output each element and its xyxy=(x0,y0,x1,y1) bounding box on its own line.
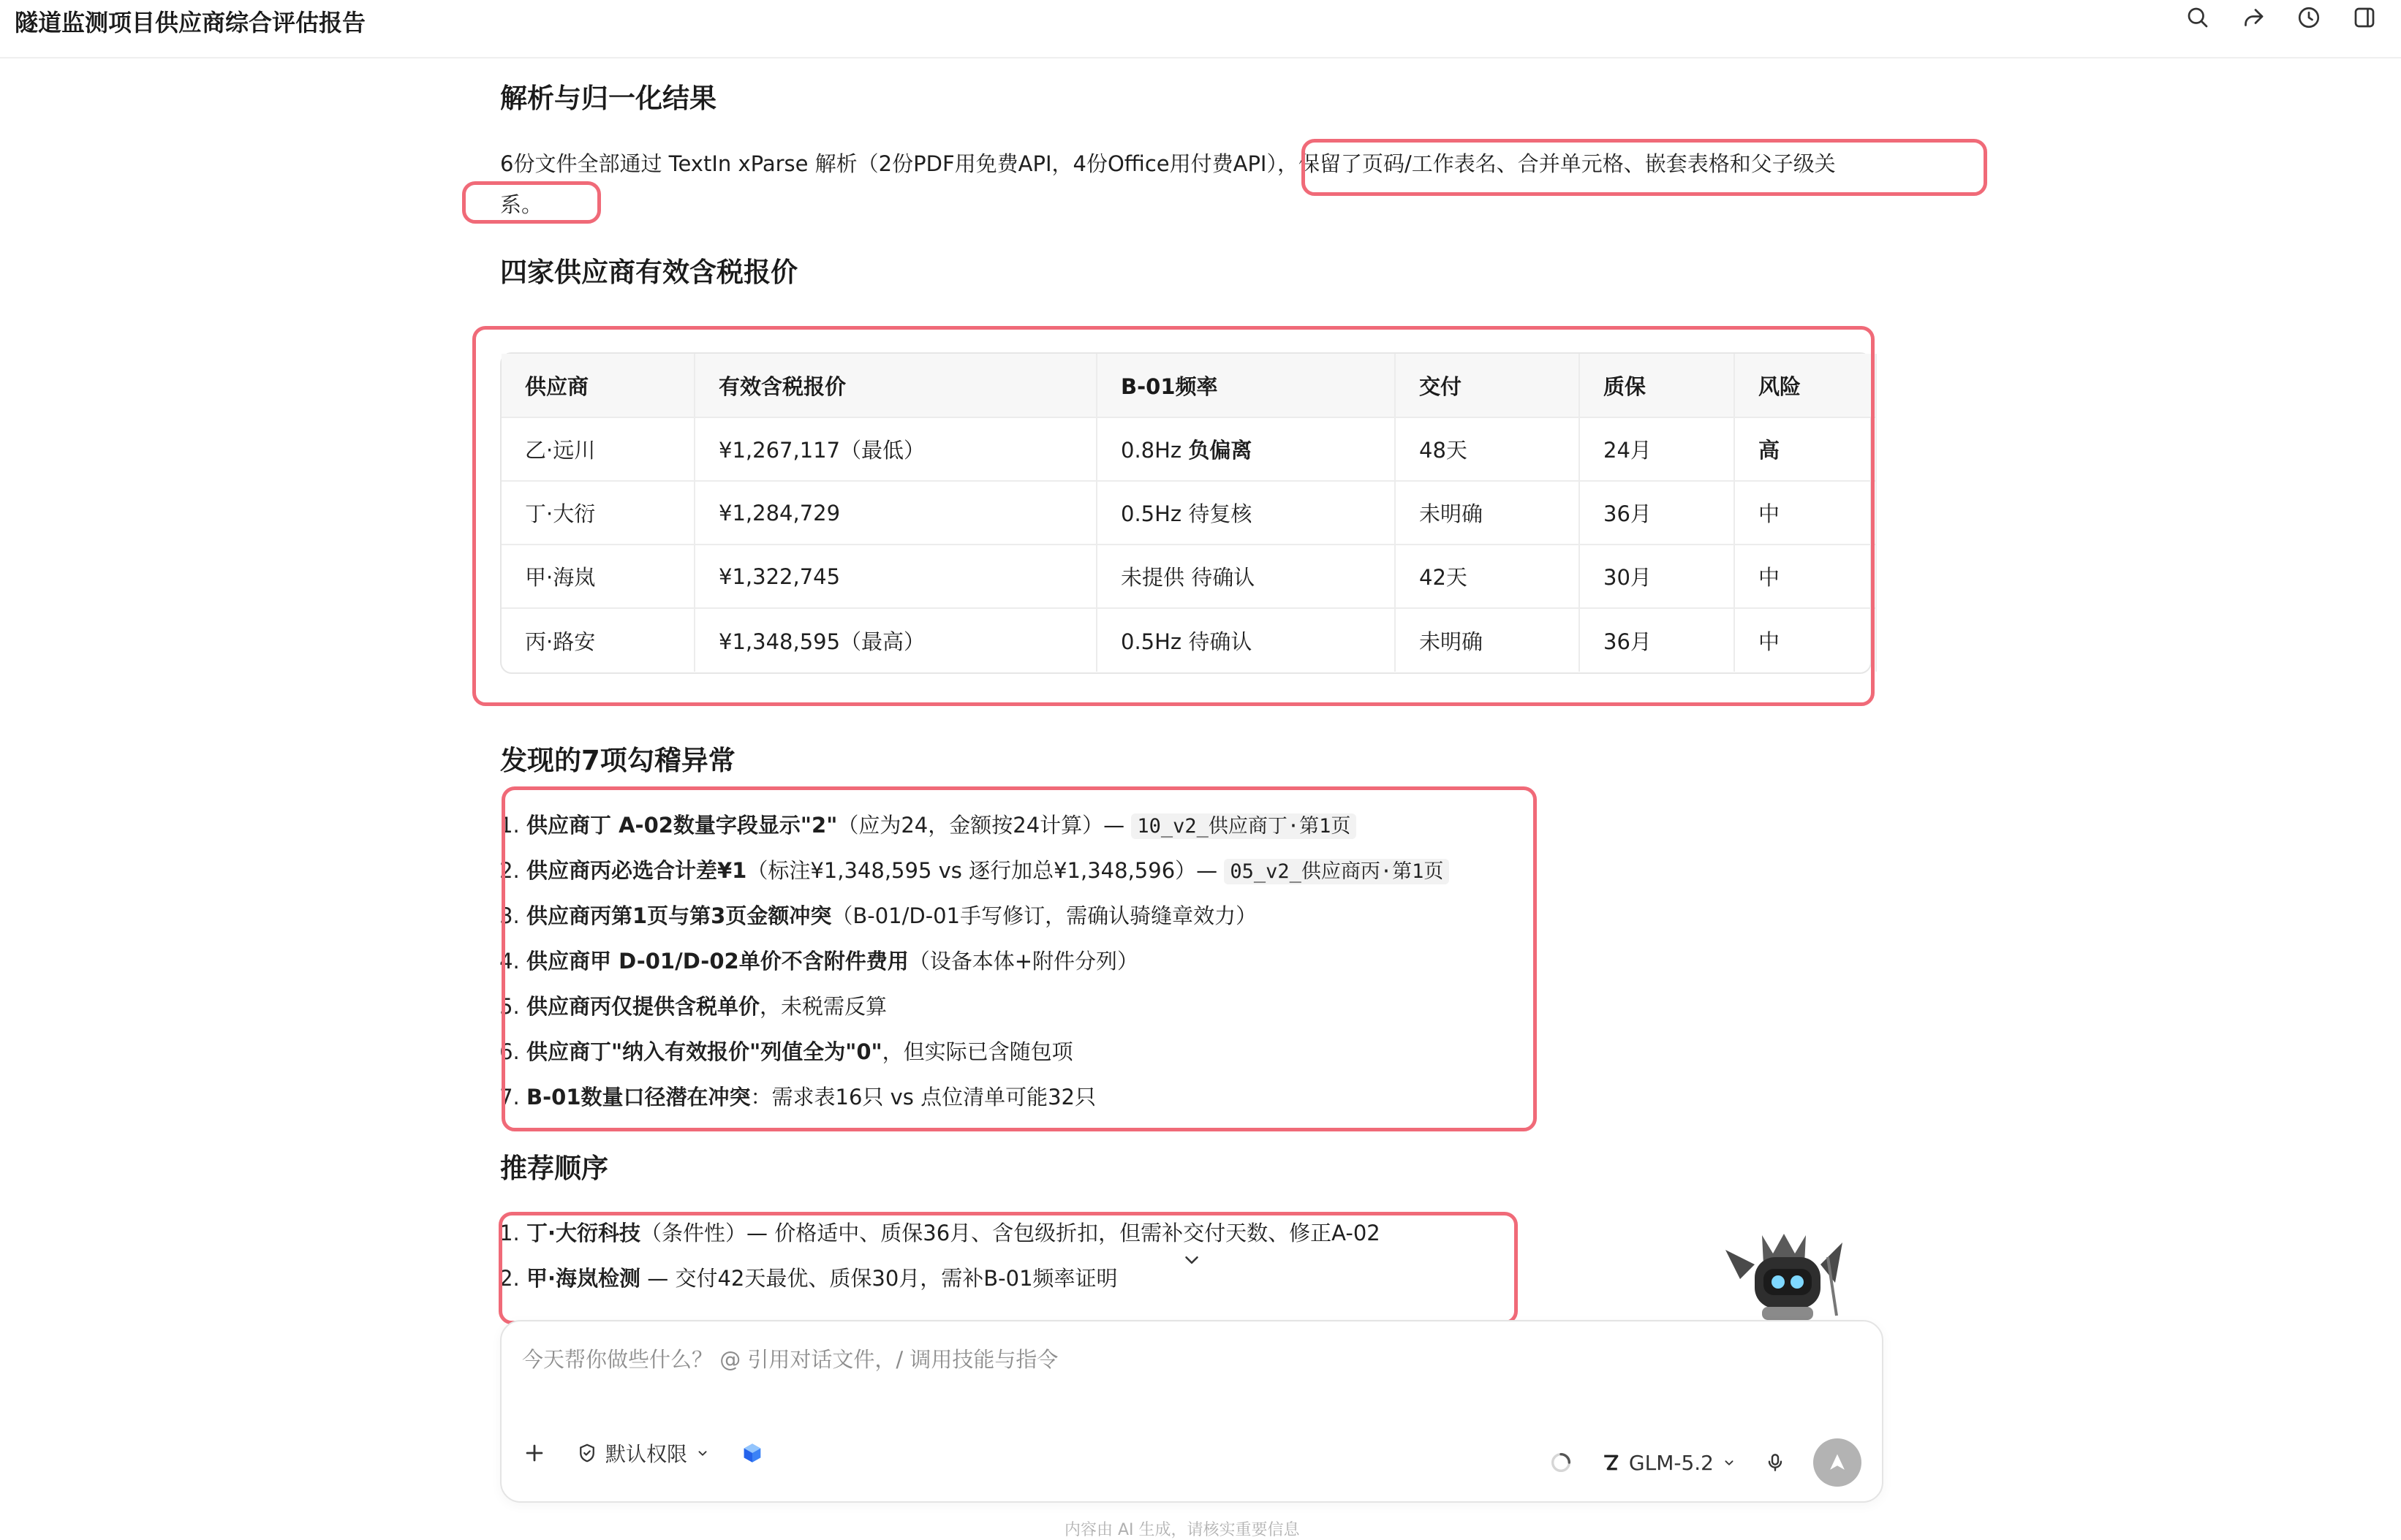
recommendation-list xyxy=(500,1210,1380,1301)
parse-text-part1: 6份文件全部通过 TextIn xParse 解析（2份PDF用免费API，4份Office用付费API）， xyxy=(500,151,1298,176)
list-item xyxy=(526,1029,1449,1074)
recommendation-detail: — 交付42天最优、质保30月，需补B-01频率证明 xyxy=(640,1266,1118,1291)
anomaly-detail: ，未税需反算 xyxy=(760,994,888,1019)
header-warranty: 质保 xyxy=(1579,354,1734,417)
spinner-icon xyxy=(1549,1450,1573,1475)
cell-warranty: 24月 xyxy=(1579,417,1734,481)
model-label: GLM-5.2 xyxy=(1628,1450,1714,1475)
anomaly-title: 供应商甲 D-01/D-02单价不含附件费用 xyxy=(526,949,909,974)
frequency-note: 待复核 xyxy=(1188,501,1252,526)
cell-supplier: 甲·海岚 xyxy=(502,545,695,608)
anomaly-detail: （设备本体+附件分列） xyxy=(908,949,1139,974)
loading-indicator xyxy=(1549,1450,1573,1475)
cell-supplier: 丙·路安 xyxy=(502,608,695,672)
cell-risk xyxy=(1734,417,1876,481)
microphone-icon xyxy=(1763,1451,1787,1474)
cell-frequency xyxy=(1097,481,1395,545)
cell-risk: 中 xyxy=(1734,608,1876,672)
cell-warranty: 30月 xyxy=(1579,545,1734,608)
anomaly-detail: （B-01/D-01手写修订，需确认骑缝章效力） xyxy=(831,903,1258,928)
section-title-price: 四家供应商有效含税报价 xyxy=(500,257,798,288)
anomaly-title: 供应商丁 A-02数量字段显示"2" xyxy=(526,813,838,838)
mascot-robot-icon xyxy=(1711,1213,1857,1323)
add-button[interactable] xyxy=(522,1441,547,1465)
header-risk: 风险 xyxy=(1734,354,1876,417)
cell-delivery: 未明确 xyxy=(1395,608,1579,672)
chevron-down-icon xyxy=(1181,1249,1203,1271)
recommendation-detail: （条件性）— 价格适中、质保36月、含包级折扣，但需补交付天数、修正A-02 xyxy=(640,1221,1380,1245)
send-button[interactable] xyxy=(1813,1438,1861,1487)
frequency-note: 待确认 xyxy=(1188,629,1252,654)
chevron-down-icon xyxy=(695,1445,711,1461)
header-supplier: 供应商 xyxy=(502,354,695,417)
cell-price: ¥1,322,745 xyxy=(695,545,1097,608)
page-title: 隧道监测项目供应商综合评估报告 xyxy=(15,9,366,37)
chevron-down-icon xyxy=(1721,1454,1737,1471)
anomaly-detail: ：需求表16只 vs 点位清单可能32只 xyxy=(750,1085,1097,1110)
table-row xyxy=(502,608,1876,672)
plus-icon xyxy=(522,1441,547,1465)
cell-frequency xyxy=(1097,608,1395,672)
chat-composer xyxy=(500,1320,1883,1503)
cell-price: ¥1,267,117（最低） xyxy=(695,417,1097,481)
ai-disclaimer: 内容由 AI 生成，请核实重要信息 xyxy=(1065,1521,1300,1539)
plugin-button[interactable] xyxy=(740,1441,765,1465)
zhipu-logo-icon xyxy=(1600,1452,1622,1473)
permission-dropdown[interactable] xyxy=(576,1438,711,1468)
list-item xyxy=(526,938,1449,984)
cell-price: ¥1,284,729 xyxy=(695,481,1097,545)
parse-text-part2: 保留了页码/工作表名、合并单元格、嵌套表格和父子级关系。 xyxy=(500,151,1836,217)
send-arrow-icon xyxy=(1825,1450,1850,1475)
cell-delivery: 48天 xyxy=(1395,417,1579,481)
anomaly-list xyxy=(500,803,1449,1120)
list-item xyxy=(526,1256,1380,1301)
section-title-parse: 解析与归一化结果 xyxy=(500,83,716,114)
history-icon[interactable] xyxy=(2294,3,2324,32)
cell-delivery: 42天 xyxy=(1395,545,1579,608)
list-item xyxy=(526,1074,1449,1120)
cell-risk: 中 xyxy=(1734,481,1876,545)
frequency-value: 0.5Hz xyxy=(1121,629,1182,654)
header-delivery: 交付 xyxy=(1395,354,1579,417)
scroll-down-button[interactable] xyxy=(1176,1244,1208,1276)
anomaly-detail: （应为24，金额按24计算）— xyxy=(837,813,1132,838)
permission-label: 默认权限 xyxy=(605,1442,688,1466)
frequency-value: 0.5Hz xyxy=(1121,501,1182,526)
frequency-note: 待确认 xyxy=(1191,565,1255,590)
section-title-anomalies: 发现的7项勾稽异常 xyxy=(500,745,736,776)
table-row xyxy=(502,417,1876,481)
section-title-recommend: 推荐顺序 xyxy=(500,1153,608,1184)
cell-price: ¥1,348,595（最高） xyxy=(695,608,1097,672)
chat-input[interactable] xyxy=(521,1338,1851,1381)
header-price: 有效含税报价 xyxy=(695,354,1097,417)
cell-warranty: 36月 xyxy=(1579,608,1734,672)
top-bar xyxy=(0,0,2401,58)
anomaly-title: 供应商丙仅提供含税单价 xyxy=(526,994,760,1019)
recommendation-title: 甲·海岚检测 xyxy=(526,1266,641,1291)
cell-warranty: 36月 xyxy=(1579,481,1734,545)
table-header-row xyxy=(502,354,1876,417)
anomaly-title: 供应商丁"纳入有效报价"列值全为"0" xyxy=(526,1039,882,1064)
voice-input-button[interactable] xyxy=(1763,1451,1787,1474)
frequency-note: 负偏离 xyxy=(1188,438,1252,463)
list-item xyxy=(526,893,1449,938)
cell-supplier: 乙·远川 xyxy=(502,417,695,481)
anomaly-title: 供应商丙必选合计差¥1 xyxy=(526,858,747,883)
top-actions xyxy=(2183,3,2379,32)
list-item xyxy=(526,848,1449,893)
recommendation-title: 丁·大衍科技 xyxy=(526,1221,641,1245)
parse-paragraph xyxy=(500,143,1875,225)
table-row xyxy=(502,545,1876,608)
frequency-value: 0.8Hz xyxy=(1121,438,1182,463)
cell-risk: 中 xyxy=(1734,545,1876,608)
cell-frequency xyxy=(1097,417,1395,481)
anomaly-title: B-01数量口径潜在冲突 xyxy=(526,1085,751,1110)
anomaly-title: 供应商丙第1页与第3页金额冲突 xyxy=(526,903,832,928)
anomaly-detail: （标注¥1,348,595 vs 逐行加总¥1,348,596）— xyxy=(746,858,1225,883)
search-icon[interactable] xyxy=(2183,3,2212,32)
risk-value: 高 xyxy=(1758,438,1780,463)
cell-frequency xyxy=(1097,545,1395,608)
source-reference: 05_v2_供应商丙·第1页 xyxy=(1224,859,1449,884)
anomaly-detail: ，但实际已含随包项 xyxy=(882,1039,1073,1064)
list-item xyxy=(526,803,1449,848)
source-reference: 10_v2_供应商丁·第1页 xyxy=(1131,813,1356,839)
price-table xyxy=(500,352,1872,674)
cube-plugin-icon xyxy=(740,1441,765,1465)
shield-check-icon xyxy=(576,1442,598,1464)
list-item xyxy=(526,1210,1380,1256)
share-icon[interactable] xyxy=(2239,3,2268,32)
frequency-value: 未提供 xyxy=(1121,565,1185,590)
header-frequency: B-01频率 xyxy=(1097,354,1395,417)
cell-supplier: 丁·大衍 xyxy=(502,481,695,545)
list-item xyxy=(526,984,1449,1029)
table-row xyxy=(502,481,1876,545)
model-selector[interactable] xyxy=(1600,1451,1737,1475)
panel-icon[interactable] xyxy=(2350,3,2379,32)
cell-delivery: 未明确 xyxy=(1395,481,1579,545)
